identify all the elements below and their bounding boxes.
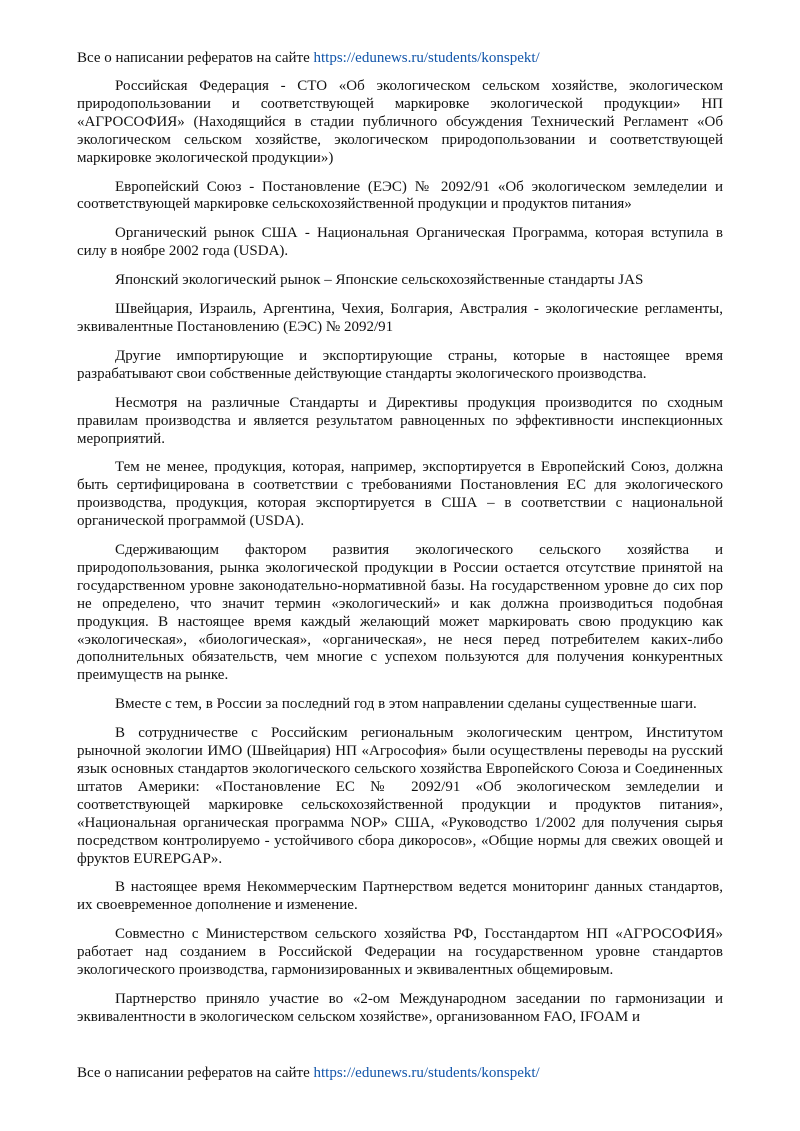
- paragraph: Вместе с тем, в России за последний год в этом направлении сделаны существенные шаги.: [115, 696, 697, 713]
- paragraph: Швейцария, Израиль, Аргентина, Чехия, Болгария, Австралия - экологические регламенты, эквивалентные Постановлению (ЕЭС) № 2092/91: [77, 301, 723, 335]
- paragraph: Другие импортирующие и экспортирующие страны, которые в настоящее время разрабатывают свои собственные действующие стандарты экологического производства.: [77, 347, 723, 382]
- footer-text: Все о написании рефератов на сайте: [77, 1065, 314, 1081]
- paragraph: В сотрудничестве с Российским региональным экологическим центром, Институтом рыночной экологии ИМО (Швейцария) НП «Агрософия» были осуществлены переводы на русский язык основных стандартов экологического сельского хозяйства Европейского Союза и Соединенных штатов Америки: «Постановление ЕС № 2092/91 «Об экологическом земледелии и соответствующей маркировке сельскохозяйственной продукции и продуктов питания», «Национальная органическая программа NOP» США, «Руководство 1/2002 для получения сырья посредством контролируемо - устойчивого сбора дикоросов», «Общие нормы для свежих овощей и фруктов EUREPGAP».: [77, 725, 723, 867]
- paragraph: Партнерство приняло участие во «2-ом Международном заседании по гармонизации и эквивалентности в экологическом сельском хозяйстве», организованном FAO, IFOAM и: [77, 990, 723, 1025]
- footer-link[interactable]: https://edunews.ru/students/konspekt/: [313, 1065, 540, 1081]
- paragraph: Совместно с Министерством сельского хозяйства РФ, Госстандартом НП «АГРОСОФИЯ» работает над созданием в Российской Федерации на государственном уровне стандартов экологического производства, гармонизированных и эквивалентных общемировым.: [77, 926, 723, 979]
- paragraph: Европейский Союз - Постановление (ЕЭС) № 2092/91 «Об экологическом земледелии и соответствующей маркировке сельскохозяйственной продукции и продуктов питания»: [77, 178, 723, 213]
- paragraph: Японский экологический рынок – Японские сельскохозяйственные стандарты JAS: [115, 272, 644, 289]
- header-link[interactable]: https://edunews.ru/students/konspekt/: [313, 50, 540, 66]
- page-footer: [77, 1063, 540, 1083]
- header-text: Все о написании рефератов на сайте: [77, 50, 314, 66]
- page-header: [77, 48, 540, 68]
- paragraph: Несмотря на различные Стандарты и Директивы продукция производится по сходным правилам производства и является результатом равноценных по эффективности инспекционных мероприятий.: [77, 394, 723, 447]
- paragraph: Сдерживающим фактором развития экологического сельского хозяйства и природопользования, рынка экологической продукции в России остается отсутствие принятой на государственном уровне законодательно-нормативной базы. На государственном уровне до сих пор не определено, что значит термин «экологический» и как должна производиться подобная продукция. В настоящее время каждый желающий может маркировать свою продукцию как «экологическая», «биологическая», «органическая», не неся перед потребителем каких-либо дополнительных обязательств, чем многие с успехом пользуются для получения конкурентных преимуществ на рынке.: [77, 542, 723, 684]
- paragraph: Тем не менее, продукция, которая, например, экспортируется в Европейский Союз, должна быть сертифицирована в соответствии с требованиями Постановления ЕС для экологического производства, продукция, которая экспортируется в США – в соответствии с национальной органической программой (USDA).: [77, 459, 723, 530]
- paragraph: В настоящее время Некоммерческим Партнерством ведется мониторинг данных стандартов, их своевременное дополнение и изменение.: [77, 879, 723, 914]
- document-body: [77, 78, 723, 1050]
- paragraph: Органический рынок США - Национальная Органическая Программа, которая вступила в силу в ноябре 2002 года (USDA).: [77, 225, 723, 260]
- paragraph: Российская Федерация - СТО «Об экологическом сельском хозяйстве, экологическом природопользовании и соответствующей маркировке экологической продукции» НП «АГРОСОФИЯ» (Находящийся в стадии публичного обсуждения Технический Регламент «Об экологическом сельском хозяйстве, экологическом природопользовании и соответствующей маркировке экологической продукции»): [77, 78, 723, 166]
